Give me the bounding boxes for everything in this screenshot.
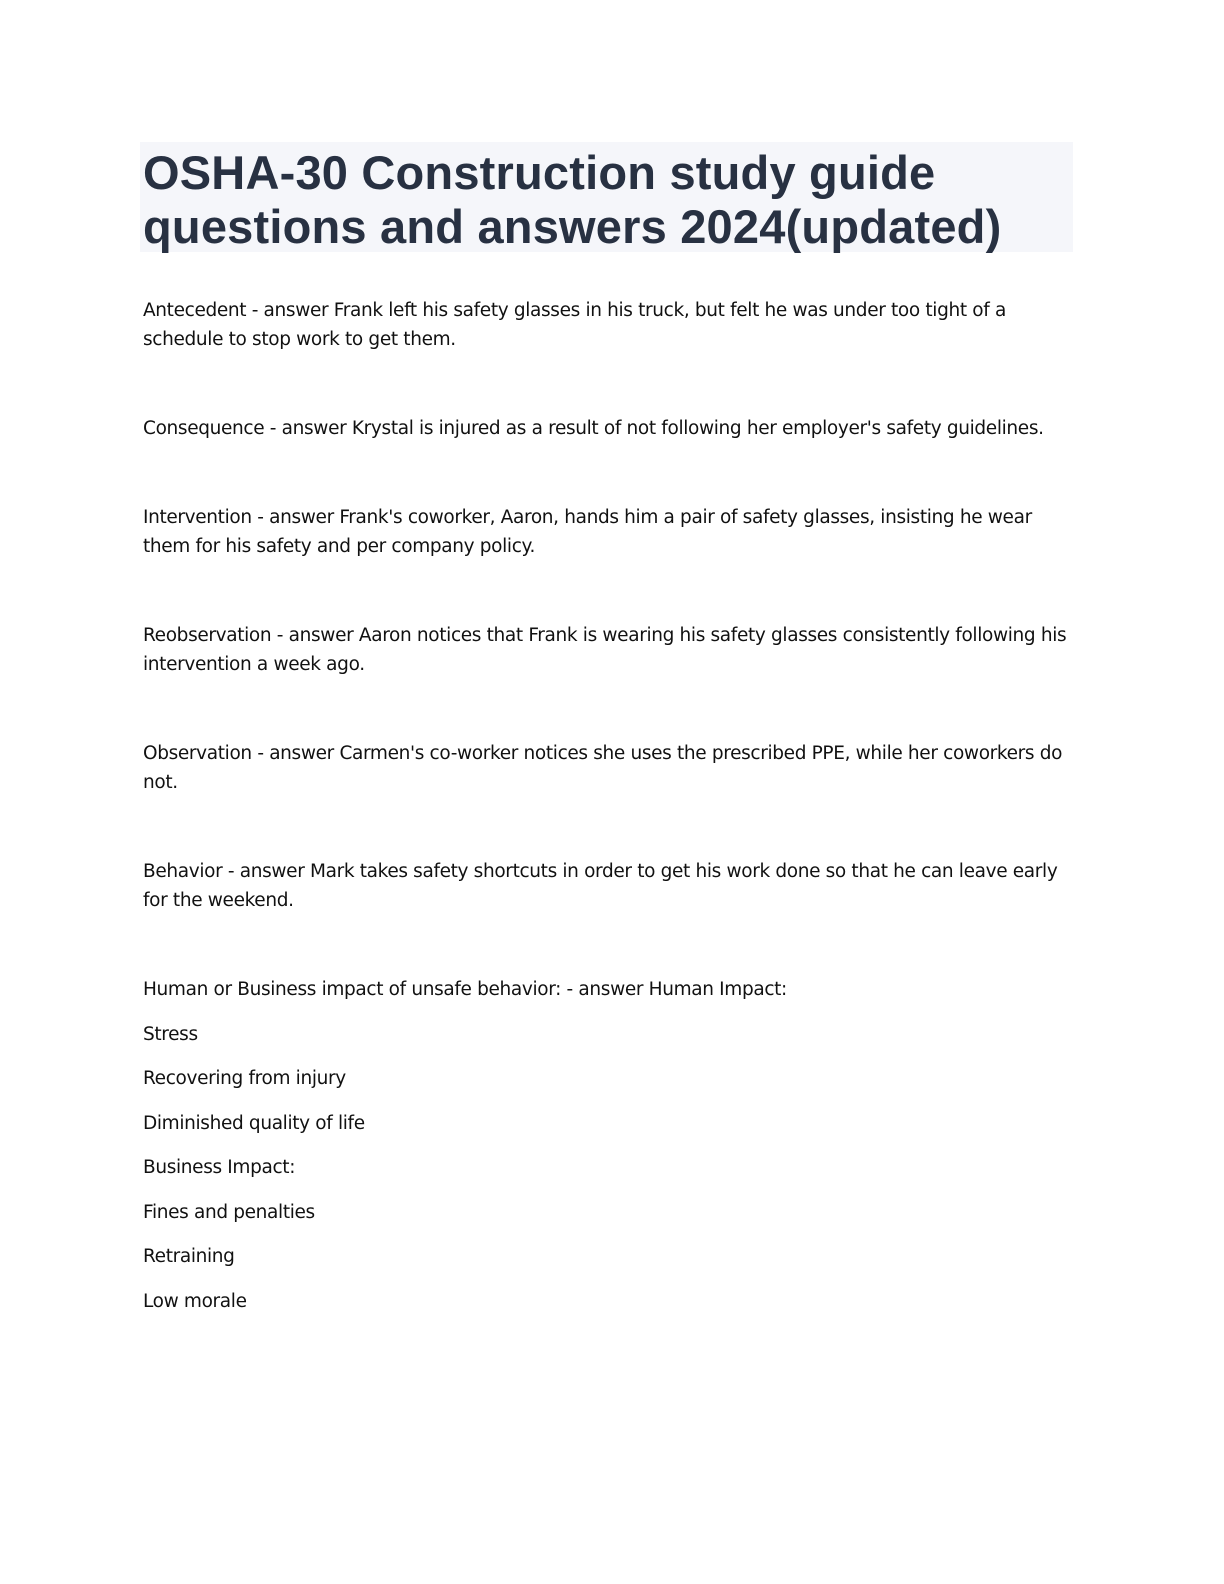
impact-item-fines: Fines and penalties bbox=[143, 1201, 315, 1223]
entry-antecedent: Antecedent - answer Frank left his safety glasses in his truck, but felt he was under too tight of a schedule to stop work to get them. bbox=[143, 300, 1006, 350]
impact-item-low-morale: Low morale bbox=[143, 1290, 247, 1312]
impact-item-recovering: Recovering from injury bbox=[143, 1068, 346, 1089]
entry-intervention: Intervention - answer Frank's coworker, Aaron, hands him a pair of safety glasses, insisting he wear them for his safety and per company policy. bbox=[143, 507, 1032, 557]
title-banner bbox=[140, 142, 1073, 252]
document-title: OSHA-30 Construction study guide questions and answers 2024(updated) bbox=[143, 146, 1002, 253]
document-body bbox=[143, 296, 1083, 1331]
impact-section bbox=[143, 975, 1083, 1316]
impact-item-quality-of-life: Diminished quality of life bbox=[143, 1112, 365, 1134]
impact-item-stress: Stress bbox=[143, 1023, 198, 1045]
impact-heading: Human or Business impact of unsafe behavior: - answer Human Impact: bbox=[143, 979, 787, 1000]
entry-behavior: Behavior - answer Mark takes safety shortcuts in order to get his work done so that he can leave early for the weekend. bbox=[143, 861, 1058, 911]
entry-consequence: Consequence - answer Krystal is injured as a result of not following her employer's safety guidelines. bbox=[143, 418, 1044, 439]
impact-item-retraining: Retraining bbox=[143, 1246, 235, 1267]
impact-business-heading: Business Impact: bbox=[143, 1157, 296, 1178]
entry-reobservation: Reobservation - answer Aaron notices that Frank is wearing his safety glasses consistently following his intervention a week ago. bbox=[143, 625, 1067, 675]
entry-observation: Observation - answer Carmen's co-worker notices she uses the prescribed PPE, while her coworkers do not. bbox=[143, 743, 1063, 793]
